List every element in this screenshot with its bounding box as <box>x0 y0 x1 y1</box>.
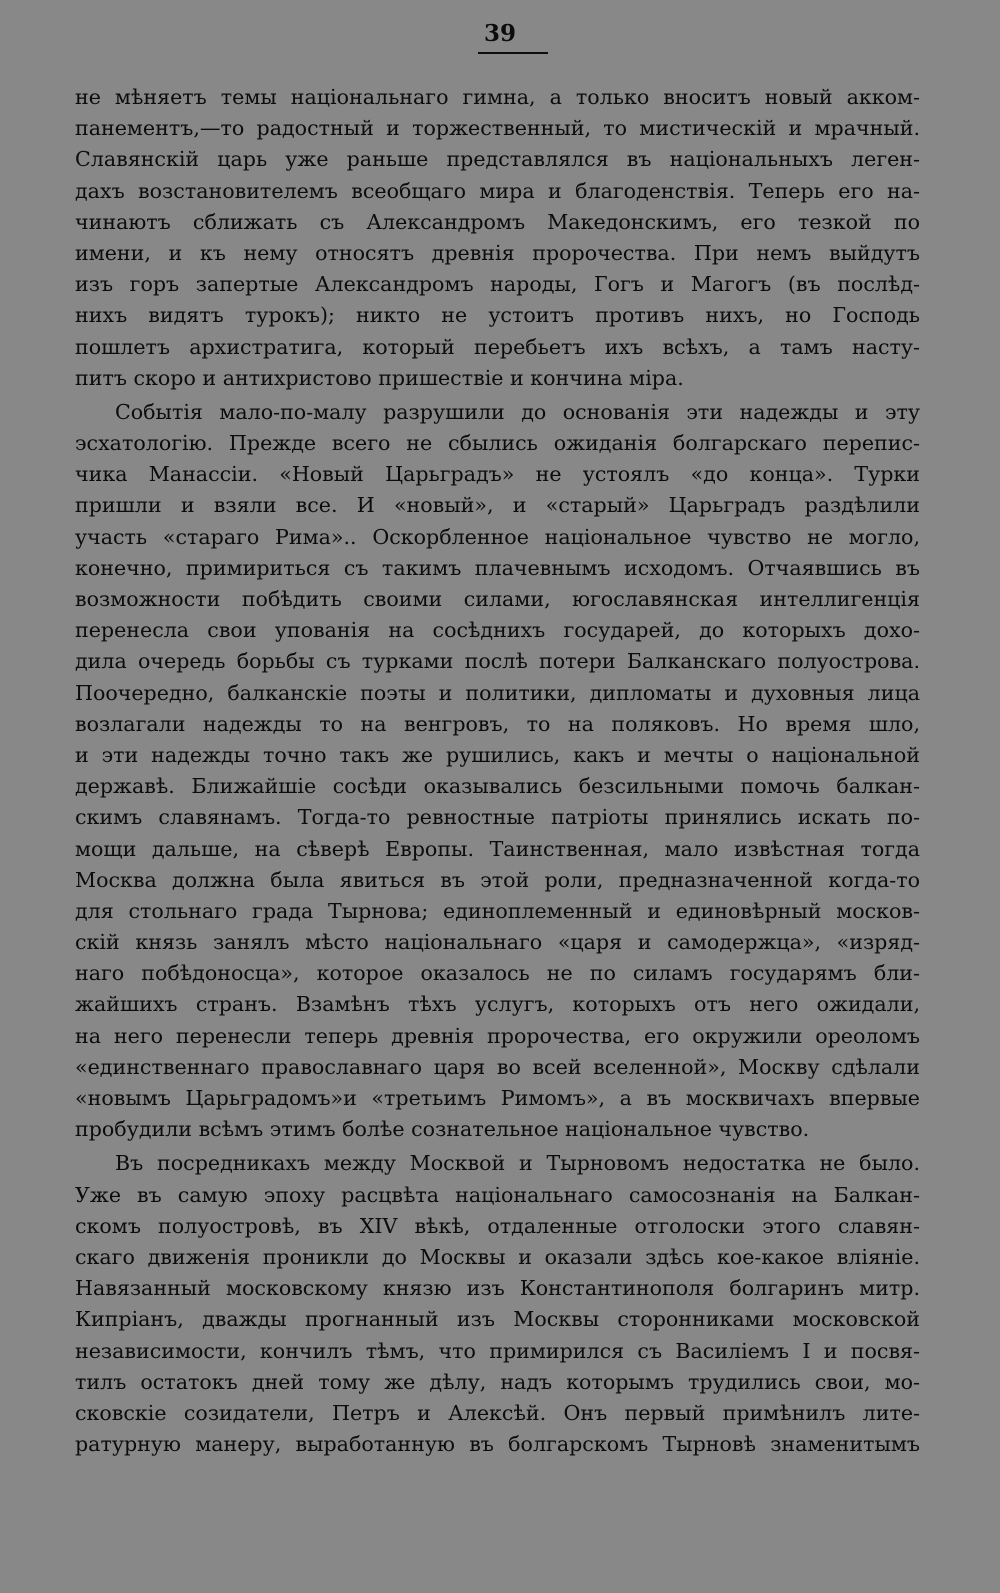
text-line: державѣ. Ближайшіе сосѣди оказывались безсильными помочь балкан- <box>75 774 920 799</box>
text-line: пришли и взяли все. И «новый», и «старый» Царьградъ раздѣлили <box>75 493 920 518</box>
text-line: на него перенесли теперь древнія пророчества, его окружили ореоломъ <box>75 1023 920 1048</box>
paragraph-3 <box>75 1148 920 1460</box>
text-line: ратурную манеру, выработанную въ болгарскомъ Тырновѣ знаменитымъ <box>75 1432 920 1457</box>
text-line: изъ горъ запертые Александромъ народы, Гогъ и Магогъ (въ послѣд- <box>75 272 920 297</box>
text-line: пошлетъ архистратига, который перебьетъ ихъ всѣхъ, а тамъ насту- <box>75 334 920 359</box>
text-line: эсхатологію. Прежде всего не сбылись ожиданія болгарскаго перепис- <box>75 431 920 456</box>
text-line: для стольнаго града Тырнова; единоплеменный и единовѣрный москов- <box>75 898 920 923</box>
page-number-rule <box>478 52 548 54</box>
text-line: возможности побѣдить своими силами, югославянская интеллигенція <box>75 587 920 611</box>
text-line: Славянскій царь уже раньше представлялся въ національныхъ леген- <box>75 147 920 172</box>
text-line: тилъ остатокъ дней тому же дѣлу, надъ которымъ трудились свои, мо- <box>75 1369 920 1394</box>
text-line: Москва должна была явиться въ этой роли, предназначенной когда-то <box>75 867 920 892</box>
text-line: перенесла свои упованія на сосѣднихъ государей, до которыхъ дохо- <box>75 618 920 643</box>
text-line: независимости, кончилъ тѣмъ, что примирился съ Василіемъ I и посвя- <box>75 1338 920 1363</box>
text-line: Навязанный московскому князю изъ Константинополя болгаринъ митр. <box>75 1276 920 1301</box>
body-text <box>75 82 920 1460</box>
text-line: Въ посредникахъ между Москвой и Тырновомъ недостатка не было. <box>115 1151 920 1176</box>
text-line: конечно, примириться съ такимъ плачевнымъ исходомъ. Отчаявшись въ <box>75 555 920 580</box>
text-line: Кипріанъ, дважды прогнанный изъ Москвы сторонниками московской <box>75 1307 920 1332</box>
paragraph-1 <box>75 82 920 394</box>
text-line: скимъ славянамъ. Тогда-то ревностные патріоты принялись искать по- <box>75 805 920 830</box>
paragraph-2 <box>75 397 920 1146</box>
text-line: скомъ полуостровѣ, въ XIV вѣкѣ, отдаленные отголоски этого славян- <box>75 1213 920 1238</box>
text-line: возлагали надежды то на венгровъ, то на поляковъ. Но время шло, <box>75 711 920 736</box>
text-line: панементъ,—то радостный и торжественный, то мистическій и мрачный. <box>75 116 920 141</box>
text-line: чинаютъ сближать съ Александромъ Македонскимъ, его тезкой по <box>75 209 920 234</box>
text-line: чика Манассіи. «Новый Царьградъ» не устоялъ «до конца». Турки <box>75 462 920 487</box>
text-line: «единственнаго православнаго царя во всей вселенной», Москву сдѣлали <box>75 1054 920 1079</box>
text-line: скій князь занялъ мѣсто національнаго «царя и самодержца», «изряд- <box>75 930 920 955</box>
text-line: участь «стараго Рима».. Оскорбленное національное чувство не могло, <box>75 524 920 549</box>
text-line: дила очередь борьбы съ турками послѣ потери Балканскаго полуострова. <box>75 649 920 674</box>
text-line: наго побѣдоносца», которое оказалось не по силамъ государямъ бли- <box>75 961 920 986</box>
text-line: не мѣняетъ темы національнаго гимна, а только вноситъ новый акком- <box>75 85 920 109</box>
text-line: «новымъ Царьградомъ»и «третьимъ Римомъ», а въ москвичахъ впервые <box>75 1086 920 1110</box>
text-line: пробудили всѣмъ этимъ болѣе сознательное національное чувство. <box>75 1117 810 1142</box>
text-line: нихъ видятъ турокъ); никто не устоитъ противъ нихъ, но Господь <box>75 303 920 328</box>
text-line: питъ скоро и антихристово пришествіе и кончина міра. <box>75 365 684 390</box>
text-line: Событія мало-по-малу разрушили до основанія эти надежды и эту <box>115 399 920 424</box>
text-line: и эти надежды точно такъ же рушились, какъ и мечты о національной <box>75 742 920 767</box>
text-line: дахъ возстановителемъ всеобщаго мира и благоденствія. Теперь его на- <box>75 178 920 203</box>
text-line: имени, и къ нему относятъ древнія пророчества. При немъ выйдутъ <box>75 240 920 265</box>
page-number: 39 <box>483 20 516 47</box>
text-line: Уже въ самую эпоху расцвѣта національнаго самосознанія на Балкан- <box>75 1182 920 1207</box>
text-line: скаго движенія проникли до Москвы и оказали здѣсь кое-какое вліяніе. <box>75 1244 920 1269</box>
text-line: сковскіе созидатели, Петръ и Алексѣй. Онъ первый примѣнилъ литe- <box>75 1400 920 1425</box>
text-line: жайшихъ странъ. Взамѣнъ тѣхъ услугъ, которыхъ отъ него ожидали, <box>75 992 920 1017</box>
text-line: Поочередно, балканскіе поэты и политики, дипломаты и духовныя лица <box>75 680 920 705</box>
text-line: мощи дальше, на сѣверѣ Европы. Таинственная, мало извѣстная тогда <box>75 836 920 861</box>
